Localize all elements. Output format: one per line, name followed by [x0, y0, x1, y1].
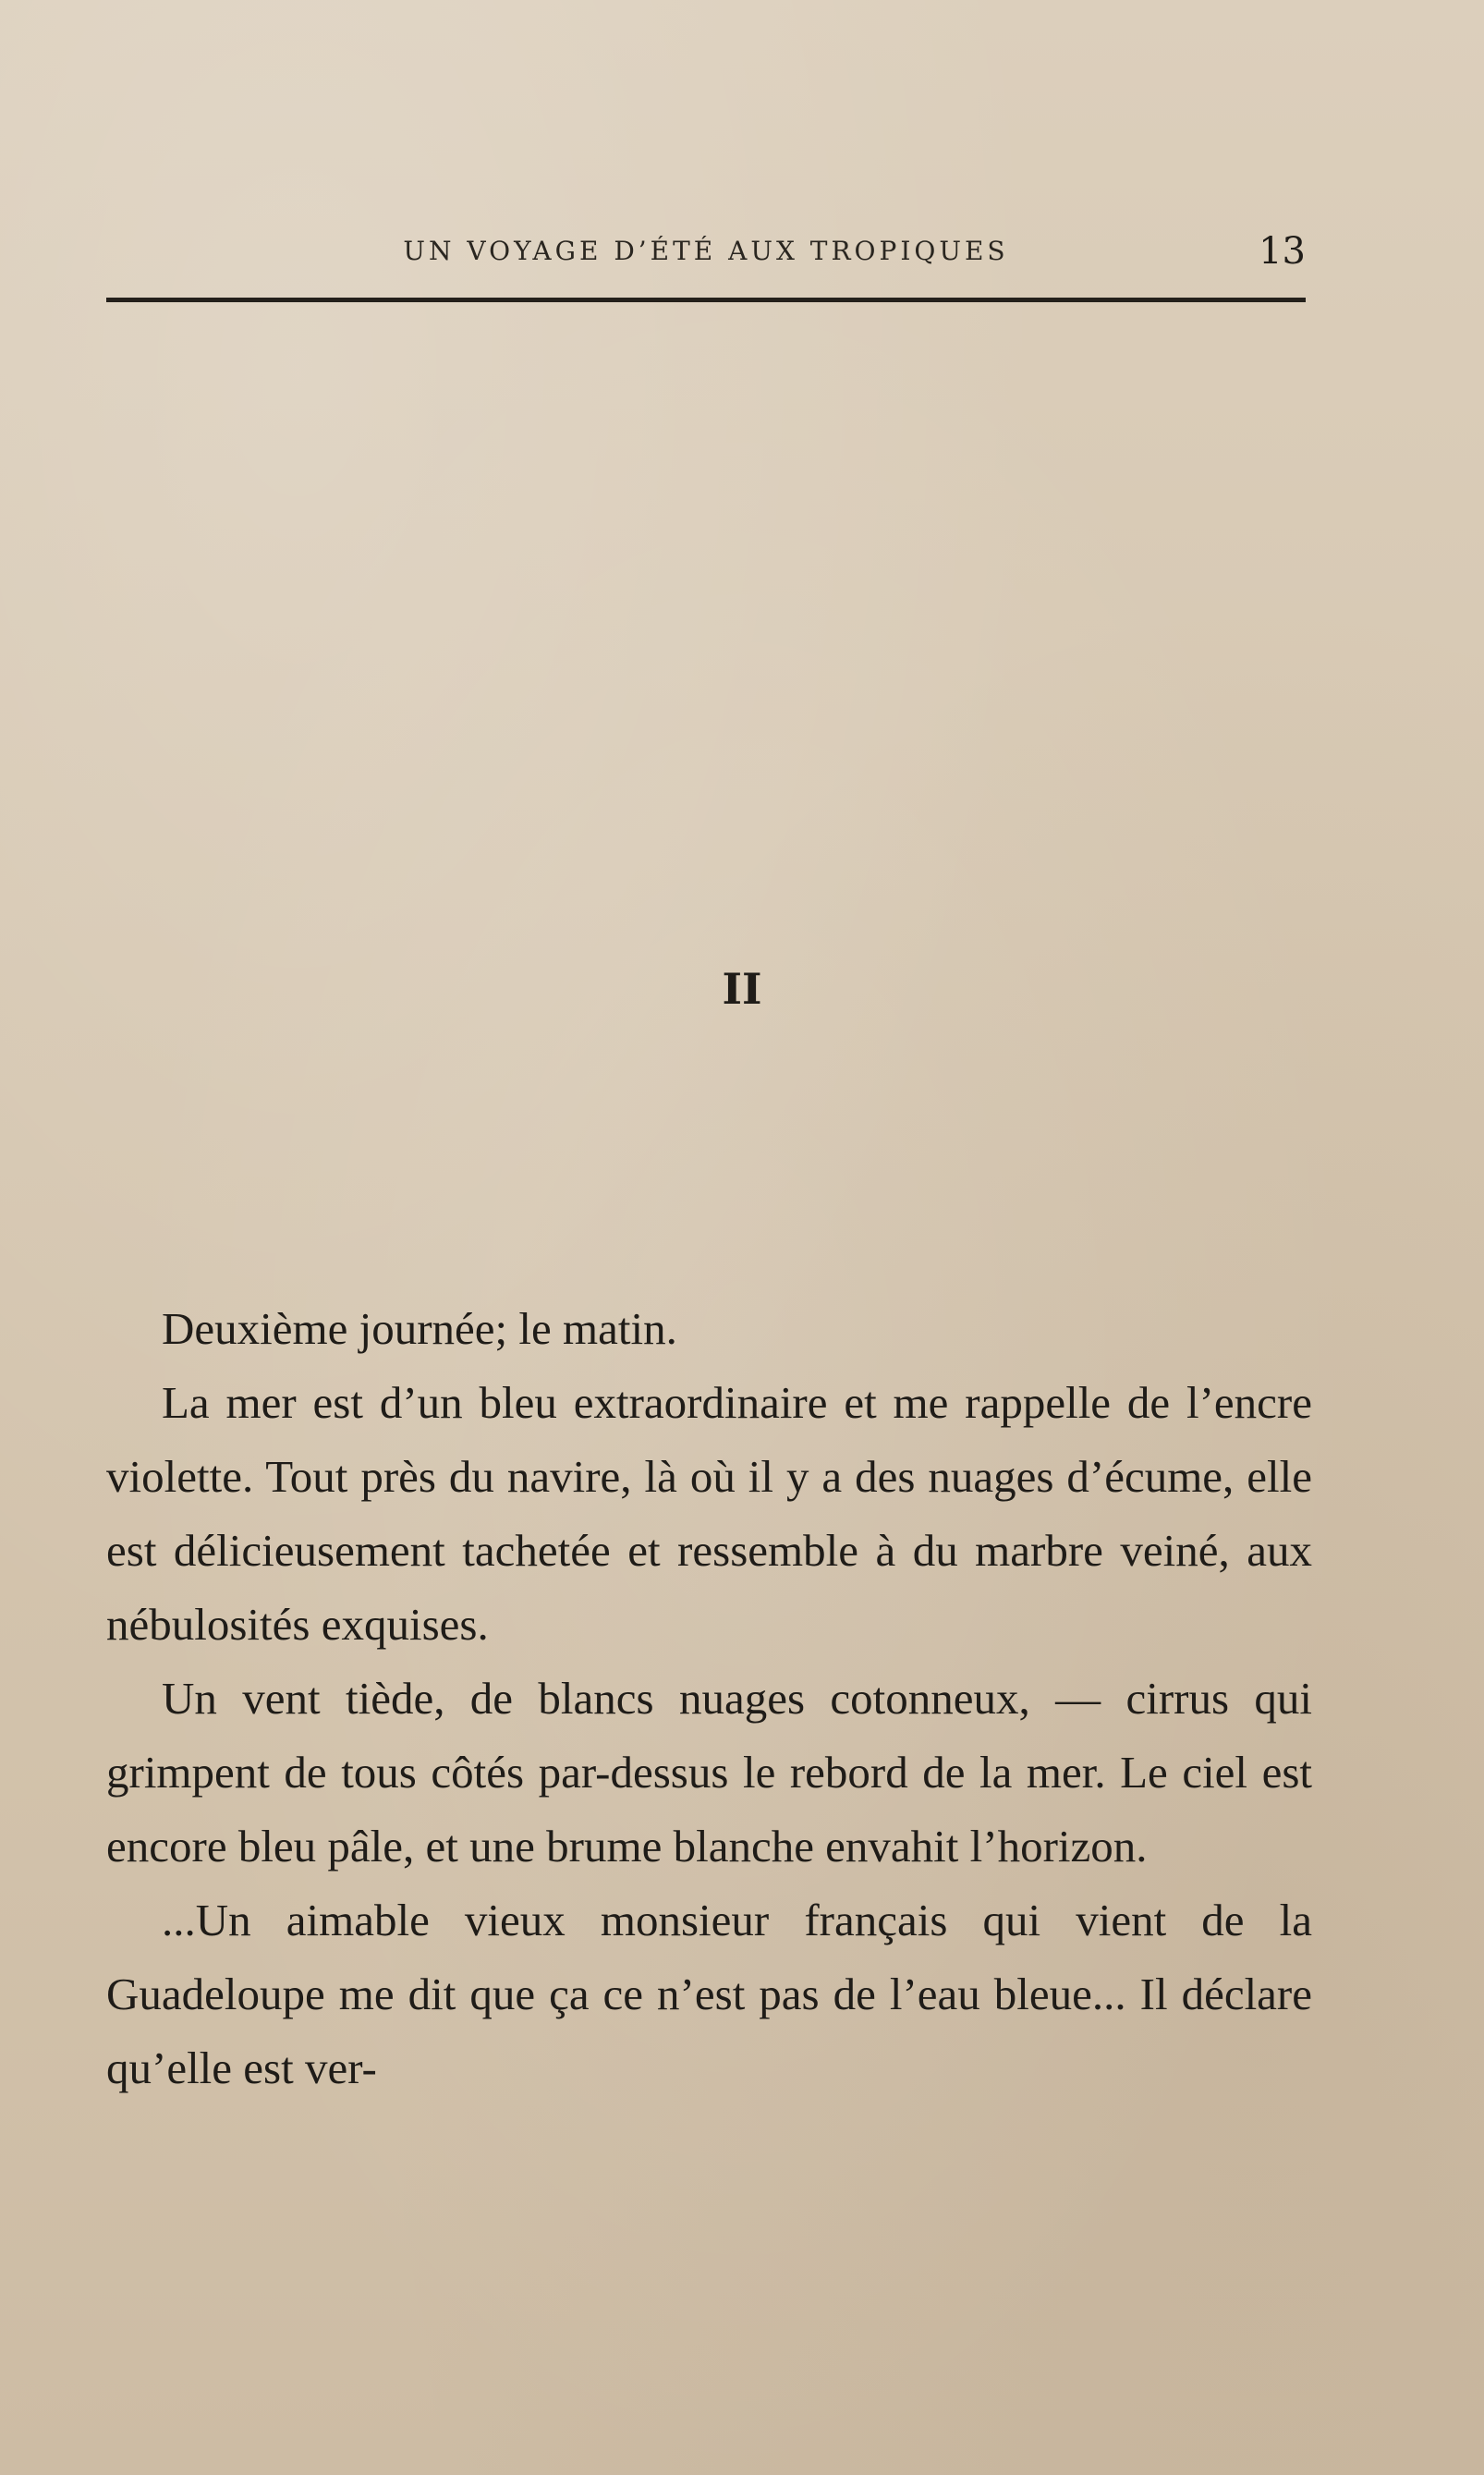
paragraph-4: ...Un aimable vieux monsieur français qui vient de la Guadeloupe me dit que ça ce n’est pas de l’eau bleue... Il déclare qu’elle est ver-	[106, 1895, 1312, 2093]
running-title: UN VOYAGE D’ÉTÉ AUX TROPIQUES	[403, 236, 1009, 266]
header-rule	[106, 298, 1306, 302]
paragraph-2: La mer est d’un bleu extraordinaire et me rappelle de l’encre violette. Tout près du navire, là où il y a des nuages d’écume, elle est délicieusement tachetée et ressemble à du marbre veiné, aux nébulosités exquises.	[106, 1377, 1312, 1650]
chapter-number: II	[722, 964, 762, 1014]
paragraph-1: Deuxième journée; le matin.	[162, 1303, 677, 1354]
page-number: 13	[1259, 230, 1306, 273]
body-text	[106, 1292, 1312, 2105]
running-head	[106, 229, 1306, 274]
paragraph-3: Un vent tiède, de blancs nuages cotonneux, — cirrus qui grimpent de tous côtés par-dessus le rebord de la mer. Le ciel est encore bleu pâle, et une brume blanche envahit l’horizon.	[106, 1673, 1312, 1871]
